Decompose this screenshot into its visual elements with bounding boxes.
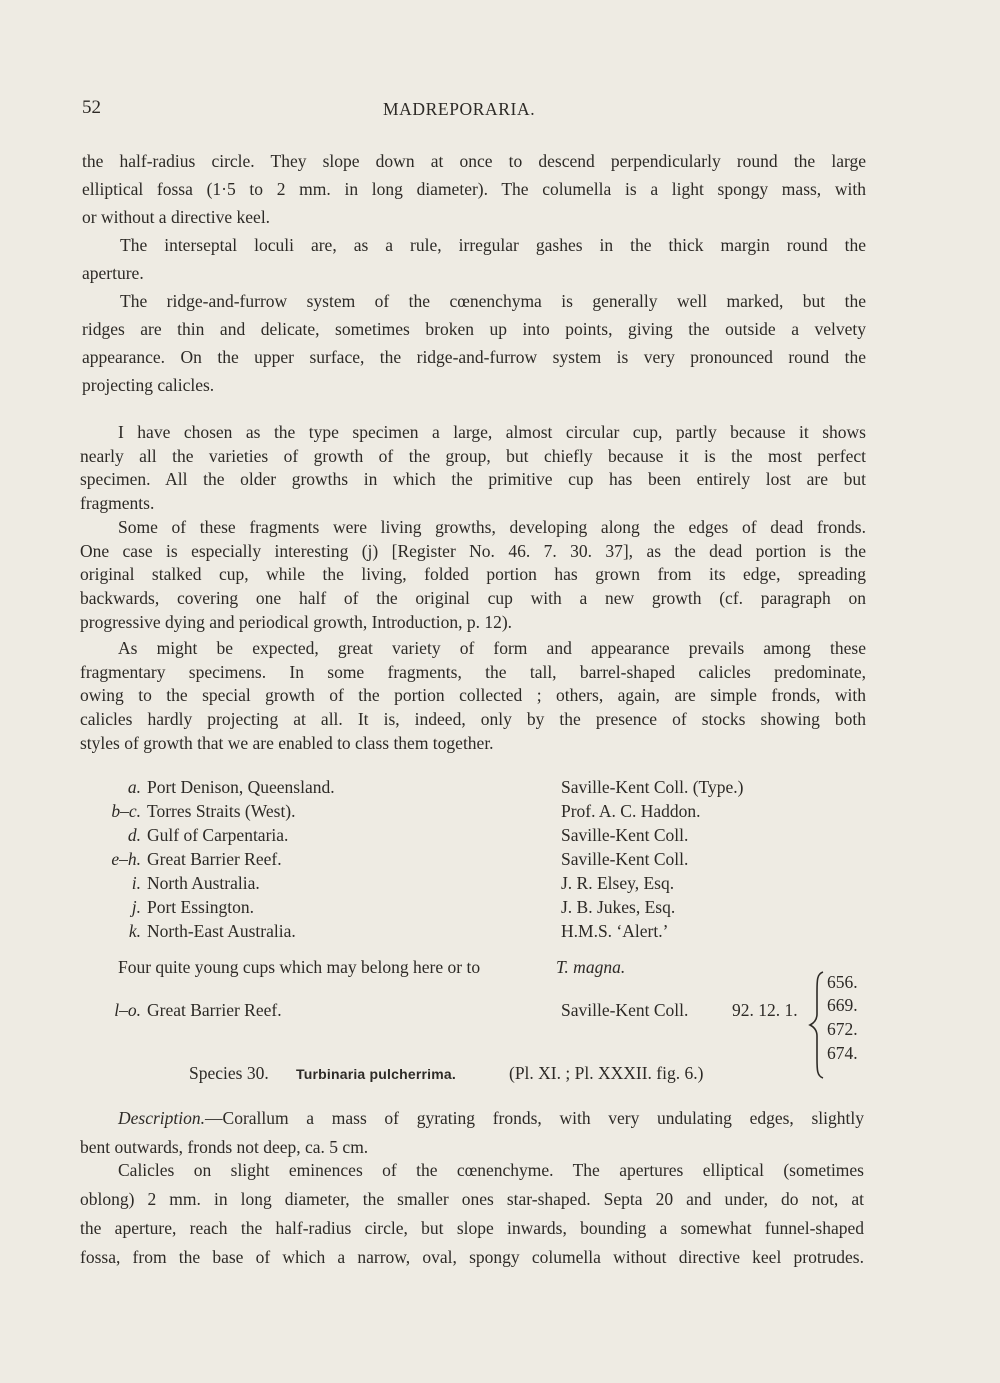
text-line: aperture. <box>82 263 144 283</box>
specimen-key: k. <box>128 921 141 941</box>
paragraph-6 <box>80 637 866 755</box>
text-line: bent outwards, fronds not deep, ca. 5 cm. <box>80 1137 369 1157</box>
text-line: specimen. All the older growths in which the primitive cup has been entirely lost are but <box>80 469 866 490</box>
specimen-key: d. <box>127 825 141 845</box>
text-line: The ridge-and-furrow system of the cœnenchyma is generally well marked, but the <box>120 291 866 311</box>
text-line: elliptical fossa (1·5 to 2 mm. in long diameter). The columella is a light spongy mass, with <box>82 179 866 199</box>
text-line: Calicles on slight eminences of the cœnenchyme. The apertures elliptical (sometimes <box>118 1160 864 1180</box>
paragraph-3 <box>82 287 866 399</box>
text-line: As might be expected, great variety of form and appearance prevails among these <box>118 638 866 658</box>
text-line: ridges are thin and delicate, sometimes broken up into points, giving the outside a velvety <box>82 319 866 339</box>
specimen-locality: Great Barrier Reef. <box>147 849 282 869</box>
specimen-key: a. <box>127 777 141 797</box>
text-line: or without a directive keel. <box>82 207 271 227</box>
register-item: 672. <box>827 1019 858 1039</box>
paragraph-2 <box>82 231 866 287</box>
text-line: fragments. <box>80 493 155 514</box>
text-line: One case is especially interesting (j) [Register No. 46. 7. 30. 37], as the dead portion is the <box>80 540 866 561</box>
specimen-locality: North-East Australia. <box>147 921 296 941</box>
specimen-locality: North Australia. <box>147 873 260 893</box>
specimen-source: J. B. Jukes, Esq. <box>561 897 676 917</box>
page-number: 52 <box>82 97 101 118</box>
running-title: MADREPORARIA. <box>383 99 536 119</box>
specimen-locality: Torres Straits (West). <box>147 801 296 821</box>
specimen-locality: Great Barrier Reef. <box>147 1000 282 1020</box>
specimen-source: Prof. A. C. Haddon. <box>561 801 701 821</box>
specimen-key: i. <box>131 873 141 893</box>
text-line: styles of growth that we are enabled to class them together. <box>80 732 494 753</box>
specimen-key: b–c. <box>111 801 141 821</box>
specimen-locality: Gulf of Carpentaria. <box>147 825 289 845</box>
text-line: backwards, covering one half of the original cup with a new growth (cf. paragraph on <box>80 588 866 609</box>
text-line: projecting calicles. <box>82 375 215 395</box>
text-line: oblong) 2 mm. in long diameter, the smaller ones star-shaped. Septa 20 and under, do not, at <box>80 1189 864 1209</box>
young-cups-species: T. magna. <box>556 957 626 977</box>
text-line: progressive dying and periodical growth, Introduction, p. 12). <box>80 611 513 632</box>
specimen-locality: Port Essington. <box>147 897 254 917</box>
text-line: fossa, from the base of which a narrow, oval, spongy columella without directive keel protrudes. <box>80 1247 864 1267</box>
register-item: 674. <box>827 1043 858 1063</box>
description-label: Description. <box>118 1108 206 1128</box>
species-plates: (Pl. XI. ; Pl. XXXII. fig. 6.) <box>509 1063 704 1083</box>
specimen-source: H.M.S. ‘Alert.’ <box>561 921 669 941</box>
text-line: nearly all the varieties of growth of the group, but chiefly because it is the most perfect <box>80 445 866 466</box>
text-line: The interseptal loculi are, as a rule, irregular gashes in the thick margin round the <box>120 235 866 255</box>
paragraph-4 <box>80 421 866 516</box>
text-line: appearance. On the upper surface, the ridge-and-furrow system is very pronounced round the <box>82 347 866 367</box>
paragraph-5 <box>80 516 866 634</box>
specimen-source: Saville-Kent Coll. <box>561 1000 689 1020</box>
description-paragraph <box>80 1104 864 1162</box>
text-line: owing to the special growth of the portion collected ; others, again, are simple fronds, with <box>80 685 866 706</box>
specimen-source: Saville-Kent Coll. (Type.) <box>561 777 744 797</box>
specimen-key: l–o. <box>114 1000 141 1020</box>
description-text: —Corallum a mass of gyrating fronds, with very undulating edges, slightly <box>205 1108 864 1128</box>
paragraph-1 <box>82 147 866 231</box>
specimen-key: j. <box>131 897 141 917</box>
text-line: the half-radius circle. They slope down at once to descend perpendicularly round the large <box>82 151 866 171</box>
text-line: calicles hardly projecting at all. It is, indeed, only by the presence of stocks showing both <box>80 709 866 730</box>
text-line: original stalked cup, while the living, folded portion has grown from its edge, spreading <box>80 564 866 585</box>
young-cups-text: Four quite young cups which may belong here or to <box>118 957 481 977</box>
text-line: the aperture, reach the half-radius circle, but slope inwards, bounding a somewhat funnel-shaped <box>80 1218 864 1238</box>
text-line <box>80 1104 864 1133</box>
specimen-locality: Port Denison, Queensland. <box>147 777 335 797</box>
text-line: Some of these fragments were living growths, developing along the edges of dead fronds. <box>118 517 866 537</box>
specimen-key: e–h. <box>111 849 141 869</box>
register-item: 656. <box>827 972 858 992</box>
specimen-source: Saville-Kent Coll. <box>561 825 689 845</box>
text-line: fragmentary specimens. In some fragments, the tall, barrel-shaped calicles predominate, <box>80 661 866 682</box>
register-item: 669. <box>827 995 858 1015</box>
specimen-source: Saville-Kent Coll. <box>561 849 689 869</box>
register-number: 92. 12. 1. <box>732 1000 798 1020</box>
paragraph-last <box>80 1156 864 1272</box>
species-name: Turbinaria pulcherrima. <box>296 1066 456 1082</box>
text-line: I have chosen as the type specimen a large, almost circular cup, partly because it shows <box>118 422 866 442</box>
curly-brace <box>808 970 828 1080</box>
specimen-source: J. R. Elsey, Esq. <box>561 873 675 893</box>
species-number: Species 30. <box>189 1063 269 1083</box>
